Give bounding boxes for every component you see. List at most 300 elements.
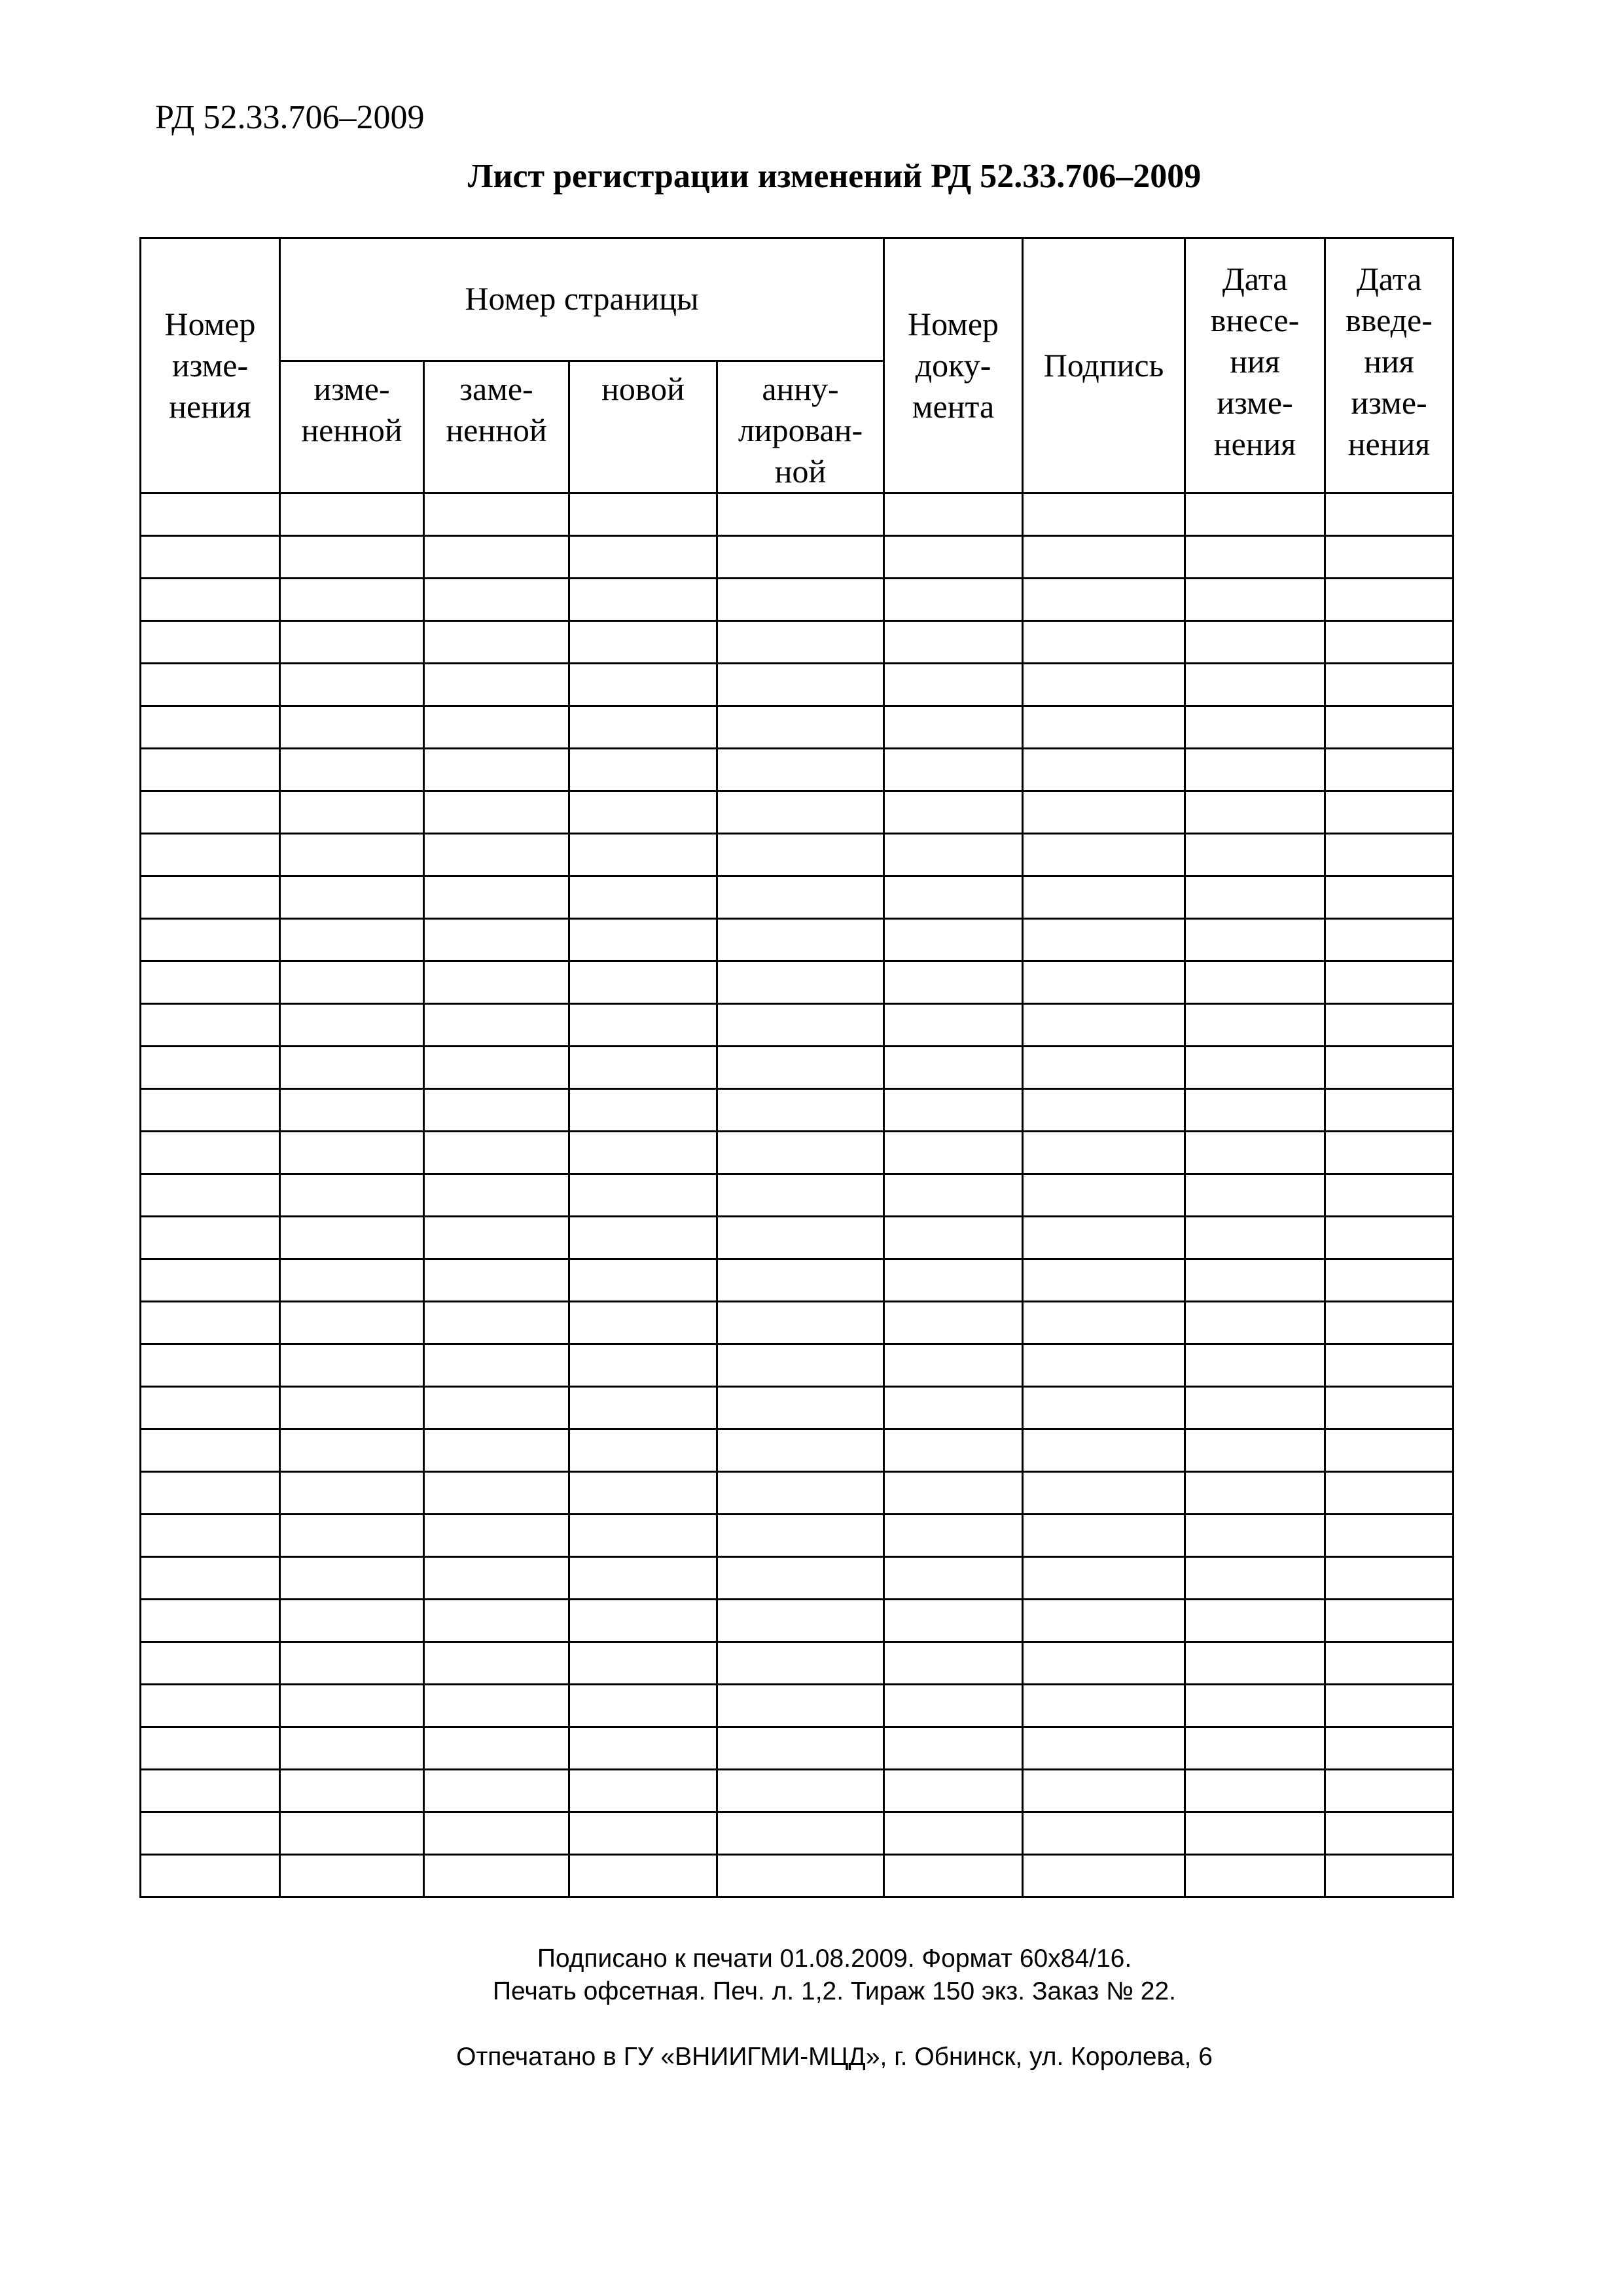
- header-page-changed-label: изме- ненной: [301, 370, 402, 448]
- table-cell: [424, 791, 569, 834]
- table-cell: [141, 706, 280, 749]
- table-cell: [424, 1770, 569, 1812]
- table-cell: [1023, 664, 1185, 706]
- table-cell: [280, 1344, 424, 1387]
- table-cell: [1185, 706, 1325, 749]
- table-cell: [1023, 1217, 1185, 1259]
- table-cell: [1023, 1004, 1185, 1047]
- table-cell: [569, 919, 717, 961]
- table-cell: [1023, 536, 1185, 579]
- table-row: [141, 493, 1454, 536]
- table-cell: [424, 621, 569, 664]
- table-cell: [424, 1047, 569, 1089]
- header-page-changed: [280, 361, 424, 493]
- table-cell: [884, 961, 1023, 1004]
- table-cell: [1325, 1770, 1454, 1812]
- table-cell: [717, 876, 884, 919]
- table-cell: [1023, 1600, 1185, 1642]
- table-cell: [280, 1387, 424, 1429]
- table-cell: [884, 749, 1023, 791]
- table-cell: [569, 1344, 717, 1387]
- table-cell: [280, 749, 424, 791]
- table-cell: [141, 961, 280, 1004]
- table-cell: [1325, 1855, 1454, 1897]
- table-cell: [141, 1557, 280, 1600]
- table-cell: [424, 961, 569, 1004]
- header-page-annulled: [717, 361, 884, 493]
- table-cell: [1325, 664, 1454, 706]
- table-cell: [424, 834, 569, 876]
- table-cell: [424, 1089, 569, 1132]
- table-cell: [717, 1600, 884, 1642]
- header-signature: [1023, 238, 1185, 493]
- table-cell: [569, 1132, 717, 1174]
- table-cell: [717, 1344, 884, 1387]
- table-cell: [569, 1812, 717, 1855]
- table-cell: [141, 919, 280, 961]
- table-cell: [1185, 1174, 1325, 1217]
- table-row: [141, 1855, 1454, 1897]
- table-cell: [884, 791, 1023, 834]
- table-cell: [569, 1642, 717, 1685]
- table-row: [141, 1047, 1454, 1089]
- table-cell: [141, 536, 280, 579]
- table-cell: [1023, 961, 1185, 1004]
- table-cell: [569, 961, 717, 1004]
- table-cell: [717, 1047, 884, 1089]
- table-cell: [280, 1770, 424, 1812]
- table-cell: [569, 1174, 717, 1217]
- table-cell: [717, 961, 884, 1004]
- table-cell: [1023, 1132, 1185, 1174]
- table-cell: [424, 493, 569, 536]
- table-cell: [717, 1557, 884, 1600]
- table-cell: [1325, 1429, 1454, 1472]
- table-cell: [884, 1302, 1023, 1344]
- table-cell: [717, 1429, 884, 1472]
- table-cell: [717, 1004, 884, 1047]
- table-cell: [141, 1812, 280, 1855]
- table-cell: [141, 1259, 280, 1302]
- table-cell: [1325, 1047, 1454, 1089]
- header-page-number-group-label: Номер страницы: [465, 280, 699, 317]
- table-cell: [1325, 791, 1454, 834]
- table-cell: [280, 1174, 424, 1217]
- table-cell: [1185, 1685, 1325, 1727]
- table-cell: [1325, 1302, 1454, 1344]
- table-cell: [280, 919, 424, 961]
- table-cell: [1325, 1812, 1454, 1855]
- imprint-line-1: Подписано к печати 01.08.2009. Формат 60х84/16.: [537, 1945, 1132, 1973]
- table-cell: [1185, 876, 1325, 919]
- table-cell: [1185, 834, 1325, 876]
- table-cell: [717, 1089, 884, 1132]
- table-cell: [1185, 791, 1325, 834]
- table-cell: [280, 664, 424, 706]
- table-cell: [1325, 1557, 1454, 1600]
- table-row: [141, 1770, 1454, 1812]
- table-cell: [1185, 749, 1325, 791]
- table-row: [141, 1600, 1454, 1642]
- header-date-effective: [1325, 238, 1454, 493]
- table-cell: [1023, 579, 1185, 621]
- header-date-entered: [1185, 238, 1325, 493]
- imprint-line-3: Отпечатано в ГУ «ВНИИГМИ-МЦД», г. Обнинск, ул. Королева, 6: [456, 2043, 1213, 2071]
- table-cell: [1185, 536, 1325, 579]
- table-cell: [1185, 1515, 1325, 1557]
- table-row: [141, 1812, 1454, 1855]
- table-cell: [884, 876, 1023, 919]
- table-cell: [1325, 961, 1454, 1004]
- table-cell: [1185, 1302, 1325, 1344]
- table-cell: [141, 664, 280, 706]
- table-cell: [884, 493, 1023, 536]
- table-cell: [884, 621, 1023, 664]
- table-cell: [1325, 1600, 1454, 1642]
- table-cell: [1023, 1429, 1185, 1472]
- table-cell: [1023, 1812, 1185, 1855]
- table-cell: [141, 1132, 280, 1174]
- table-cell: [141, 1727, 280, 1770]
- header-change-number-label: Номер изме- нения: [164, 306, 256, 425]
- table-cell: [569, 1004, 717, 1047]
- table-cell: [424, 664, 569, 706]
- table-row: [141, 1344, 1454, 1387]
- table-cell: [569, 1515, 717, 1557]
- table-cell: [141, 1515, 280, 1557]
- table-cell: [569, 1387, 717, 1429]
- table-cell: [1185, 1004, 1325, 1047]
- table-row: [141, 834, 1454, 876]
- table-cell: [884, 1812, 1023, 1855]
- table-cell: [884, 706, 1023, 749]
- table-row: [141, 961, 1454, 1004]
- table-cell: [569, 791, 717, 834]
- table-cell: [1185, 579, 1325, 621]
- table-cell: [141, 1642, 280, 1685]
- table-cell: [280, 579, 424, 621]
- table-cell: [280, 791, 424, 834]
- table-cell: [569, 621, 717, 664]
- table-cell: [424, 1685, 569, 1727]
- table-cell: [141, 579, 280, 621]
- table-cell: [1185, 1344, 1325, 1387]
- table-cell: [569, 1259, 717, 1302]
- table-cell: [141, 1217, 280, 1259]
- table-cell: [141, 1387, 280, 1429]
- table-cell: [424, 1515, 569, 1557]
- header-change-number: [141, 238, 280, 493]
- table-cell: [424, 1472, 569, 1515]
- table-cell: [141, 1089, 280, 1132]
- table-cell: [1185, 919, 1325, 961]
- table-cell: [1185, 1855, 1325, 1897]
- table-cell: [1023, 791, 1185, 834]
- table-cell: [424, 1429, 569, 1472]
- table-cell: [569, 1727, 717, 1770]
- table-cell: [141, 1344, 280, 1387]
- header-page-new-label: новой: [601, 370, 685, 407]
- table-cell: [1023, 1174, 1185, 1217]
- table-cell: [884, 919, 1023, 961]
- table-cell: [884, 1685, 1023, 1727]
- table-cell: [1023, 1047, 1185, 1089]
- table-cell: [884, 1004, 1023, 1047]
- table-cell: [1185, 1472, 1325, 1515]
- header-page-new: [569, 361, 717, 493]
- table-cell: [1325, 1727, 1454, 1770]
- table-cell: [1023, 1472, 1185, 1515]
- table-cell: [1023, 834, 1185, 876]
- table-cell: [1325, 1642, 1454, 1685]
- table-cell: [717, 1387, 884, 1429]
- table-cell: [1185, 1429, 1325, 1472]
- table-cell: [1325, 621, 1454, 664]
- table-cell: [1023, 1089, 1185, 1132]
- table-cell: [280, 706, 424, 749]
- table-row: [141, 1727, 1454, 1770]
- table-cell: [1325, 1174, 1454, 1217]
- table-cell: [141, 1855, 280, 1897]
- table-row: [141, 1429, 1454, 1472]
- table-cell: [1185, 1259, 1325, 1302]
- table-cell: [569, 876, 717, 919]
- table-cell: [1023, 706, 1185, 749]
- header-document-number: [884, 238, 1023, 493]
- table-row: [141, 1472, 1454, 1515]
- table-cell: [717, 1685, 884, 1727]
- table-row: [141, 1217, 1454, 1259]
- table-cell: [280, 493, 424, 536]
- table-cell: [569, 1557, 717, 1600]
- table-cell: [1325, 1685, 1454, 1727]
- table-cell: [884, 1132, 1023, 1174]
- table-cell: [717, 664, 884, 706]
- table-cell: [884, 1642, 1023, 1685]
- table-cell: [1185, 493, 1325, 536]
- table-cell: [424, 919, 569, 961]
- table-cell: [1185, 1047, 1325, 1089]
- table-cell: [1023, 1387, 1185, 1429]
- table-cell: [717, 1259, 884, 1302]
- table-cell: [569, 749, 717, 791]
- table-cell: [1325, 1387, 1454, 1429]
- table-cell: [717, 834, 884, 876]
- header-date-entered-label: Дата внесе- ния изме- нения: [1210, 260, 1300, 462]
- table-cell: [569, 1600, 717, 1642]
- table-cell: [1325, 876, 1454, 919]
- table-cell: [1185, 1812, 1325, 1855]
- table-cell: [280, 1812, 424, 1855]
- table-cell: [717, 621, 884, 664]
- table-cell: [1325, 1472, 1454, 1515]
- table-row: [141, 1685, 1454, 1727]
- table-cell: [569, 1472, 717, 1515]
- table-cell: [717, 1132, 884, 1174]
- table-cell: [1023, 1344, 1185, 1387]
- table-cell: [884, 536, 1023, 579]
- imprint-line-2: Печать офсетная. Печ. л. 1,2. Тираж 150 экз. Заказ № 22.: [493, 1977, 1176, 2005]
- table-cell: [717, 1174, 884, 1217]
- table-cell: [569, 706, 717, 749]
- table-row: [141, 1089, 1454, 1132]
- header-page-replaced-label: заме- ненной: [446, 370, 547, 448]
- table-cell: [141, 1770, 280, 1812]
- table-row: [141, 1557, 1454, 1600]
- table-cell: [1325, 1089, 1454, 1132]
- table-cell: [884, 1387, 1023, 1429]
- table-cell: [1325, 706, 1454, 749]
- table-cell: [1325, 493, 1454, 536]
- table-cell: [1325, 1344, 1454, 1387]
- table-cell: [717, 1217, 884, 1259]
- table-cell: [1023, 493, 1185, 536]
- table-cell: [569, 1770, 717, 1812]
- table-cell: [424, 749, 569, 791]
- table-cell: [1023, 1259, 1185, 1302]
- table-cell: [280, 834, 424, 876]
- table-cell: [884, 1089, 1023, 1132]
- table-cell: [280, 1089, 424, 1132]
- table-cell: [141, 1004, 280, 1047]
- table-row: [141, 706, 1454, 749]
- table-cell: [1023, 1855, 1185, 1897]
- header-row-1: [141, 238, 1454, 361]
- table-row: [141, 791, 1454, 834]
- table-cell: [424, 1642, 569, 1685]
- table-cell: [141, 621, 280, 664]
- table-cell: [280, 1217, 424, 1259]
- table-cell: [424, 579, 569, 621]
- table-row: [141, 749, 1454, 791]
- table-cell: [1185, 621, 1325, 664]
- table-cell: [569, 1685, 717, 1727]
- table-cell: [280, 1685, 424, 1727]
- table-cell: [424, 1855, 569, 1897]
- table-cell: [717, 919, 884, 961]
- table-cell: [884, 1429, 1023, 1472]
- table-row: [141, 579, 1454, 621]
- table-cell: [717, 1727, 884, 1770]
- table-cell: [1185, 1770, 1325, 1812]
- table-cell: [280, 1429, 424, 1472]
- header-page-replaced: [424, 361, 569, 493]
- table-cell: [1325, 1217, 1454, 1259]
- table-cell: [884, 579, 1023, 621]
- table-body: [141, 493, 1454, 1897]
- table-row: [141, 1132, 1454, 1174]
- table-cell: [569, 1302, 717, 1344]
- table-cell: [569, 536, 717, 579]
- table-cell: [280, 1600, 424, 1642]
- table-cell: [717, 706, 884, 749]
- table-cell: [141, 1174, 280, 1217]
- table-cell: [884, 1174, 1023, 1217]
- table-cell: [717, 579, 884, 621]
- table-cell: [1023, 919, 1185, 961]
- table-row: [141, 1302, 1454, 1344]
- table-cell: [1023, 621, 1185, 664]
- table-cell: [1185, 1727, 1325, 1770]
- table-cell: [884, 834, 1023, 876]
- page-title: Лист регистрации изменений РД 52.33.706–2009: [467, 158, 1202, 195]
- table-cell: [569, 579, 717, 621]
- table-row: [141, 1642, 1454, 1685]
- table-cell: [280, 1642, 424, 1685]
- table-cell: [280, 1727, 424, 1770]
- table-cell: [280, 1047, 424, 1089]
- table-cell: [1023, 1727, 1185, 1770]
- table-cell: [424, 1387, 569, 1429]
- header-page-number-group: [280, 238, 884, 361]
- table-cell: [1023, 1515, 1185, 1557]
- table-cell: [717, 1302, 884, 1344]
- table-row: [141, 919, 1454, 961]
- table-row: [141, 664, 1454, 706]
- table-row: [141, 536, 1454, 579]
- table-cell: [569, 834, 717, 876]
- table-cell: [1023, 1557, 1185, 1600]
- table-cell: [141, 1429, 280, 1472]
- table-cell: [424, 1174, 569, 1217]
- table-cell: [141, 1600, 280, 1642]
- table-cell: [717, 1642, 884, 1685]
- table-cell: [141, 1685, 280, 1727]
- table-cell: [424, 1132, 569, 1174]
- change-registration-table: [139, 237, 1454, 1898]
- table-cell: [1185, 1089, 1325, 1132]
- table-cell: [569, 493, 717, 536]
- table-cell: [280, 1132, 424, 1174]
- table-cell: [424, 876, 569, 919]
- table-cell: [884, 1472, 1023, 1515]
- table-cell: [1325, 1259, 1454, 1302]
- table-cell: [1185, 1132, 1325, 1174]
- table-cell: [424, 1344, 569, 1387]
- table-cell: [884, 1047, 1023, 1089]
- table-cell: [141, 1047, 280, 1089]
- table-row: [141, 1515, 1454, 1557]
- header-document-number-label: Номер доку- мента: [908, 306, 999, 425]
- table-cell: [717, 1812, 884, 1855]
- table-cell: [141, 834, 280, 876]
- header-date-effective-label: Дата введе- ния изме- нения: [1346, 260, 1433, 462]
- table-cell: [884, 1600, 1023, 1642]
- table-cell: [569, 1089, 717, 1132]
- table-cell: [424, 1600, 569, 1642]
- table-cell: [424, 1217, 569, 1259]
- table-row: [141, 1004, 1454, 1047]
- table-cell: [1185, 1557, 1325, 1600]
- table-cell: [424, 1557, 569, 1600]
- table-cell: [1325, 834, 1454, 876]
- table-cell: [141, 749, 280, 791]
- table-cell: [717, 791, 884, 834]
- table-cell: [141, 493, 280, 536]
- table-cell: [884, 1515, 1023, 1557]
- table-cell: [424, 1302, 569, 1344]
- document-code: РД 52.33.706–2009: [155, 99, 425, 136]
- table-cell: [1023, 1642, 1185, 1685]
- table-cell: [280, 1855, 424, 1897]
- table-cell: [884, 1727, 1023, 1770]
- table-cell: [1185, 1217, 1325, 1259]
- table-cell: [1185, 1600, 1325, 1642]
- table-cell: [1023, 1685, 1185, 1727]
- table-cell: [884, 1557, 1023, 1600]
- table-cell: [141, 876, 280, 919]
- table-row: [141, 621, 1454, 664]
